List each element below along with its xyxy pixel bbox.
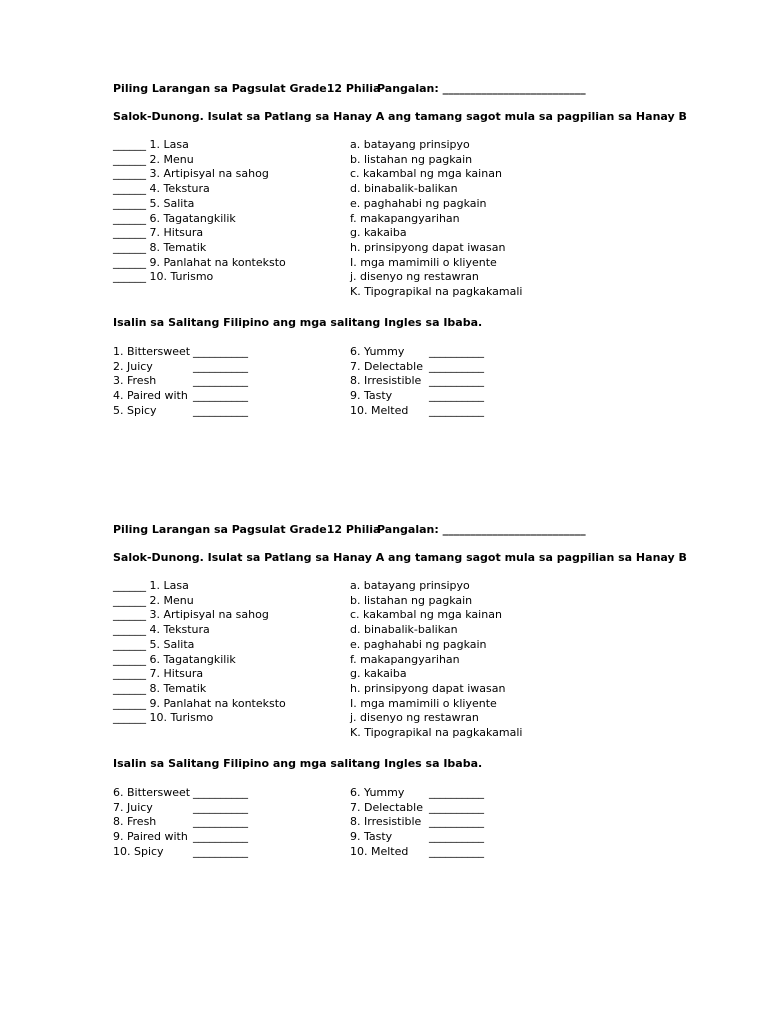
translate-word: 1. Bittersweet bbox=[113, 345, 191, 358]
hanay-b-item: d. binabalik-balikan bbox=[350, 182, 458, 196]
hanay-a-item: ______ 3. Artipisyal na sahog bbox=[113, 167, 269, 181]
translate-blank: __________ bbox=[429, 815, 484, 829]
hanay-b-item: I. mga mamimili o kliyente bbox=[350, 255, 497, 269]
hanay-a-item: ______ 7. Hitsura bbox=[113, 226, 204, 240]
translate-blank: __________ bbox=[429, 374, 484, 388]
translate-blank: __________ bbox=[193, 786, 248, 799]
hanay-a-item: ______ 5. Salita bbox=[113, 637, 195, 651]
hanay-b-item: h. prinsipyong dapat iwasan bbox=[350, 681, 506, 695]
name-field-label: Pangalan: __________________________ bbox=[377, 82, 586, 95]
hanay-b-item: j. disenyo ng restawran bbox=[350, 270, 479, 284]
translate-word: 8. Irresistible bbox=[350, 374, 422, 388]
translate-word: 7. Juicy bbox=[113, 800, 153, 814]
header-title: Piling Larangan sa Pagsulat Grade12 Philia bbox=[113, 82, 381, 95]
name-field-label: Pangalan: __________________________ bbox=[377, 523, 586, 536]
translate-word: 10. Melted bbox=[350, 403, 409, 417]
translate-word: 9. Tasty bbox=[350, 389, 393, 403]
hanay-a-item: ______ 9. Panlahat na konteksto bbox=[113, 255, 286, 269]
translate-word: 10. Spicy bbox=[113, 844, 164, 858]
translate-word: 8. Fresh bbox=[113, 815, 157, 829]
hanay-b-item: f. makapangyarihan bbox=[350, 652, 460, 666]
section1-instruction: Salok-Dunong. Isulat sa Patlang sa Hanay A ang tamang sagot mula sa pagpilian sa Hanay B bbox=[113, 551, 687, 564]
translate-word: 9. Tasty bbox=[350, 830, 393, 844]
hanay-a-item: ______ 3. Artipisyal na sahog bbox=[113, 608, 269, 622]
hanay-b-item: b. listahan ng pagkain bbox=[350, 593, 473, 607]
translate-blank: __________ bbox=[429, 403, 484, 417]
translate-blank: __________ bbox=[429, 786, 484, 799]
translate-blank: __________ bbox=[193, 403, 248, 417]
hanay-a-item: ______ 9. Panlahat na konteksto bbox=[113, 696, 286, 710]
translate-blank: __________ bbox=[193, 830, 248, 844]
translate-blank: __________ bbox=[429, 389, 484, 403]
hanay-b-item: c. kakambal ng mga kainan bbox=[350, 608, 502, 622]
translate-blank: __________ bbox=[429, 800, 484, 814]
hanay-b-item: e. paghahabi ng pagkain bbox=[350, 637, 487, 651]
hanay-a-item: ______ 10. Turismo bbox=[113, 270, 214, 284]
hanay-b-item: a. batayang prinsipyo bbox=[350, 579, 470, 592]
hanay-a-item: ______ 1. Lasa bbox=[113, 579, 189, 592]
translate-blank: __________ bbox=[429, 345, 484, 358]
section2-instruction: Isalin sa Salitang Filipino ang mga salitang Ingles sa Ibaba. bbox=[113, 757, 483, 770]
hanay-a-item: ______ 8. Tematik bbox=[113, 240, 207, 254]
hanay-a-item: ______ 1. Lasa bbox=[113, 138, 189, 151]
translate-word: 3. Fresh bbox=[113, 374, 157, 388]
translate-blank: __________ bbox=[193, 374, 248, 388]
hanay-b-item: e. paghahabi ng pagkain bbox=[350, 196, 487, 210]
hanay-a-item: ______ 8. Tematik bbox=[113, 681, 207, 695]
translate-word: 7. Delectable bbox=[350, 800, 423, 814]
hanay-a-item: ______ 7. Hitsura bbox=[113, 667, 204, 681]
translate-blank: __________ bbox=[429, 830, 484, 844]
section2-instruction: Isalin sa Salitang Filipino ang mga salitang Ingles sa Ibaba. bbox=[113, 316, 483, 329]
hanay-a-item: ______ 10. Turismo bbox=[113, 711, 214, 725]
hanay-b-item: j. disenyo ng restawran bbox=[350, 711, 479, 725]
hanay-a-item: ______ 4. Tekstura bbox=[113, 182, 210, 196]
hanay-a-item: ______ 2. Menu bbox=[113, 152, 194, 166]
translate-blank: __________ bbox=[193, 345, 248, 358]
translate-word: 9. Paired with bbox=[113, 830, 188, 844]
translate-blank: __________ bbox=[429, 359, 484, 373]
translate-word: 10. Melted bbox=[350, 844, 409, 858]
hanay-b-item: f. makapangyarihan bbox=[350, 211, 460, 225]
translate-blank: __________ bbox=[193, 800, 248, 814]
translate-word: 6. Yummy bbox=[350, 786, 405, 799]
translate-word: 6. Yummy bbox=[350, 345, 405, 358]
translate-word: 7. Delectable bbox=[350, 359, 423, 373]
hanay-a-item: ______ 6. Tagatangkilik bbox=[113, 652, 236, 666]
hanay-a-item: ______ 4. Tekstura bbox=[113, 623, 210, 637]
translate-blank: __________ bbox=[193, 844, 248, 858]
hanay-b-item: c. kakambal ng mga kainan bbox=[350, 167, 502, 181]
translate-word: 2. Juicy bbox=[113, 359, 153, 373]
hanay-a-item: ______ 5. Salita bbox=[113, 196, 195, 210]
hanay-b-item: h. prinsipyong dapat iwasan bbox=[350, 240, 506, 254]
hanay-b-item: b. listahan ng pagkain bbox=[350, 152, 473, 166]
translate-blank: __________ bbox=[429, 844, 484, 858]
translate-blank: __________ bbox=[193, 815, 248, 829]
hanay-b-item: I. mga mamimili o kliyente bbox=[350, 696, 497, 710]
translate-blank: __________ bbox=[193, 389, 248, 403]
translate-word: 5. Spicy bbox=[113, 403, 157, 417]
hanay-b-item: K. Tipograpikal na pagkakamali bbox=[350, 285, 523, 298]
translate-word: 4. Paired with bbox=[113, 389, 188, 403]
hanay-b-item: d. binabalik-balikan bbox=[350, 623, 458, 637]
hanay-a-item: ______ 6. Tagatangkilik bbox=[113, 211, 236, 225]
hanay-b-item: a. batayang prinsipyo bbox=[350, 138, 470, 151]
header-title: Piling Larangan sa Pagsulat Grade12 Philia bbox=[113, 523, 381, 536]
hanay-b-item: K. Tipograpikal na pagkakamali bbox=[350, 726, 523, 739]
hanay-a-item: ______ 2. Menu bbox=[113, 593, 194, 607]
translate-blank: __________ bbox=[193, 359, 248, 373]
hanay-b-item: g. kakaiba bbox=[350, 226, 407, 240]
section1-instruction: Salok-Dunong. Isulat sa Patlang sa Hanay A ang tamang sagot mula sa pagpilian sa Hanay B bbox=[113, 110, 687, 123]
translate-word: 8. Irresistible bbox=[350, 815, 422, 829]
hanay-b-item: g. kakaiba bbox=[350, 667, 407, 681]
translate-word: 6. Bittersweet bbox=[113, 786, 191, 799]
